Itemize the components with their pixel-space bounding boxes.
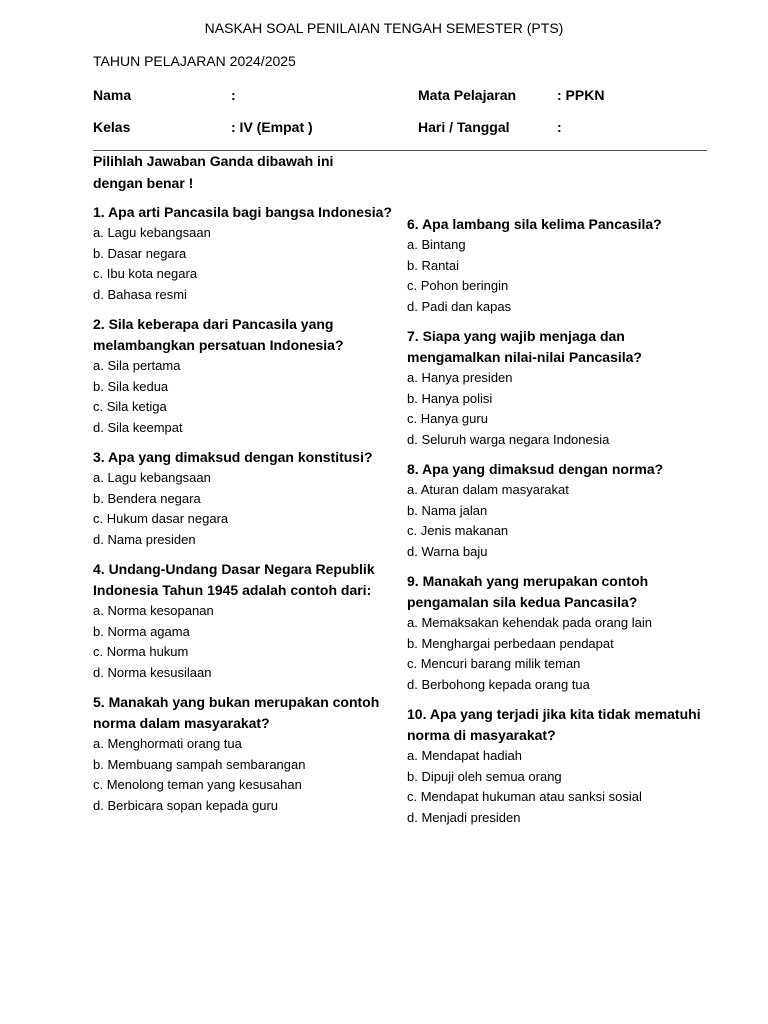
questions-left-column [93, 202, 393, 825]
answer-option: a. Bintang [407, 237, 466, 252]
question-text: 6. Apa lambang sila kelima Pancasila? [407, 216, 662, 232]
questions-right-column [407, 214, 707, 837]
instruction-text: Pilihlah Jawaban Ganda dibawah ini dengan benar ! [93, 153, 334, 191]
question-5 [93, 692, 393, 816]
question-10 [407, 704, 707, 828]
answer-option: b. Rantai [407, 257, 460, 273]
answer-option: c. Sila ketiga [93, 399, 167, 414]
answer-option: b. Membuang sampah sembarangan [93, 756, 306, 772]
question-text: 5. Manakah yang bukan merupakan contoh norma dalam masyarakat? [93, 694, 380, 731]
answer-option: c. Hanya guru [407, 411, 488, 426]
question-text: 1. Apa arti Pancasila bagi bangsa Indonesia? [93, 204, 393, 220]
question-3 [93, 447, 393, 550]
question-6 [407, 214, 707, 317]
answer-option: d. Warna baju [407, 543, 488, 559]
answer-option: c. Mendapat hukuman atau sanksi sosial [407, 789, 642, 804]
question-8 [407, 459, 707, 562]
answer-option: c. Norma hukum [93, 644, 189, 659]
answer-option: d. Bahasa resmi [93, 286, 187, 302]
question-text: 4. Undang-Undang Dasar Negara Republik Indonesia Tahun 1945 adalah contoh dari: [93, 561, 375, 598]
document-title: NASKAH SOAL PENILAIAN TENGAH SEMESTER (PTS) [204, 20, 564, 36]
answer-option: b. Sila kedua [93, 378, 169, 394]
name-value: : [231, 87, 236, 103]
question-text: 3. Apa yang dimaksud dengan konstitusi? [93, 449, 373, 465]
answer-option: a. Mendapat hadiah [407, 748, 522, 763]
answer-option: c. Menolong teman yang kesusahan [93, 777, 302, 792]
answer-option: b. Norma agama [93, 623, 190, 639]
answer-option: a. Aturan dalam masyarakat [407, 482, 569, 497]
question-text: 2. Sila keberapa dari Pancasila yang melambangkan persatuan Indonesia? [93, 316, 344, 353]
answer-option: d. Menjadi presiden [407, 809, 521, 825]
question-9 [407, 571, 707, 695]
question-7 [407, 326, 707, 450]
answer-option: b. Hanya polisi [407, 390, 493, 406]
class-label: Kelas [93, 119, 131, 135]
answer-option: b. Dasar negara [93, 245, 187, 261]
answer-option: d. Nama presiden [93, 531, 196, 547]
answer-option: b. Nama jalan [407, 502, 488, 518]
answer-option: d. Seluruh warga negara Indonesia [407, 431, 610, 447]
answer-option: d. Norma kesusilaan [93, 664, 212, 680]
answer-option: a. Memaksakan kehendak pada orang lain [407, 615, 652, 630]
answer-option: c. Ibu kota negara [93, 266, 198, 281]
question-1 [93, 202, 393, 305]
class-value: : IV (Empat ) [231, 119, 313, 135]
date-label: Hari / Tanggal [418, 119, 510, 135]
answer-option: c. Jenis makanan [407, 523, 509, 538]
answer-option: a. Hanya presiden [407, 370, 513, 385]
answer-option: a. Lagu kebangsaan [93, 470, 211, 485]
question-text: 7. Siapa yang wajib menjaga dan mengamalkan nilai-nilai Pancasila? [407, 328, 642, 365]
subject-value: : PPKN [557, 87, 605, 103]
answer-option: b. Bendera negara [93, 490, 201, 506]
question-text: 10. Apa yang terjadi jika kita tidak mematuhi norma di masyarakat? [407, 706, 701, 743]
answer-option: c. Hukum dasar negara [93, 511, 229, 526]
answer-option: d. Padi dan kapas [407, 298, 512, 314]
answer-option: b. Menghargai perbedaan pendapat [407, 635, 614, 651]
answer-option: d. Sila keempat [93, 419, 183, 435]
name-label: Nama [93, 87, 132, 103]
question-text: 9. Manakah yang merupakan contoh pengamalan sila kedua Pancasila? [407, 573, 649, 610]
question-4 [93, 559, 393, 683]
answer-option: a. Sila pertama [93, 358, 181, 373]
answer-option: b. Dipuji oleh semua orang [407, 768, 562, 784]
answer-option: d. Berbicara sopan kepada guru [93, 797, 279, 813]
question-2 [93, 314, 393, 438]
date-value: : [557, 119, 562, 135]
answer-option: c. Mencuri barang milik teman [407, 656, 581, 671]
answer-option: a. Menghormati orang tua [93, 736, 242, 751]
question-text: 8. Apa yang dimaksud dengan norma? [407, 461, 664, 477]
school-year: TAHUN PELAJARAN 2024/2025 [93, 53, 296, 69]
answer-option: a. Lagu kebangsaan [93, 225, 211, 240]
subject-label: Mata Pelajaran [418, 87, 517, 103]
answer-option: d. Berbohong kepada orang tua [407, 676, 590, 692]
answer-option: c. Pohon beringin [407, 278, 509, 293]
answer-option: a. Norma kesopanan [93, 603, 214, 618]
